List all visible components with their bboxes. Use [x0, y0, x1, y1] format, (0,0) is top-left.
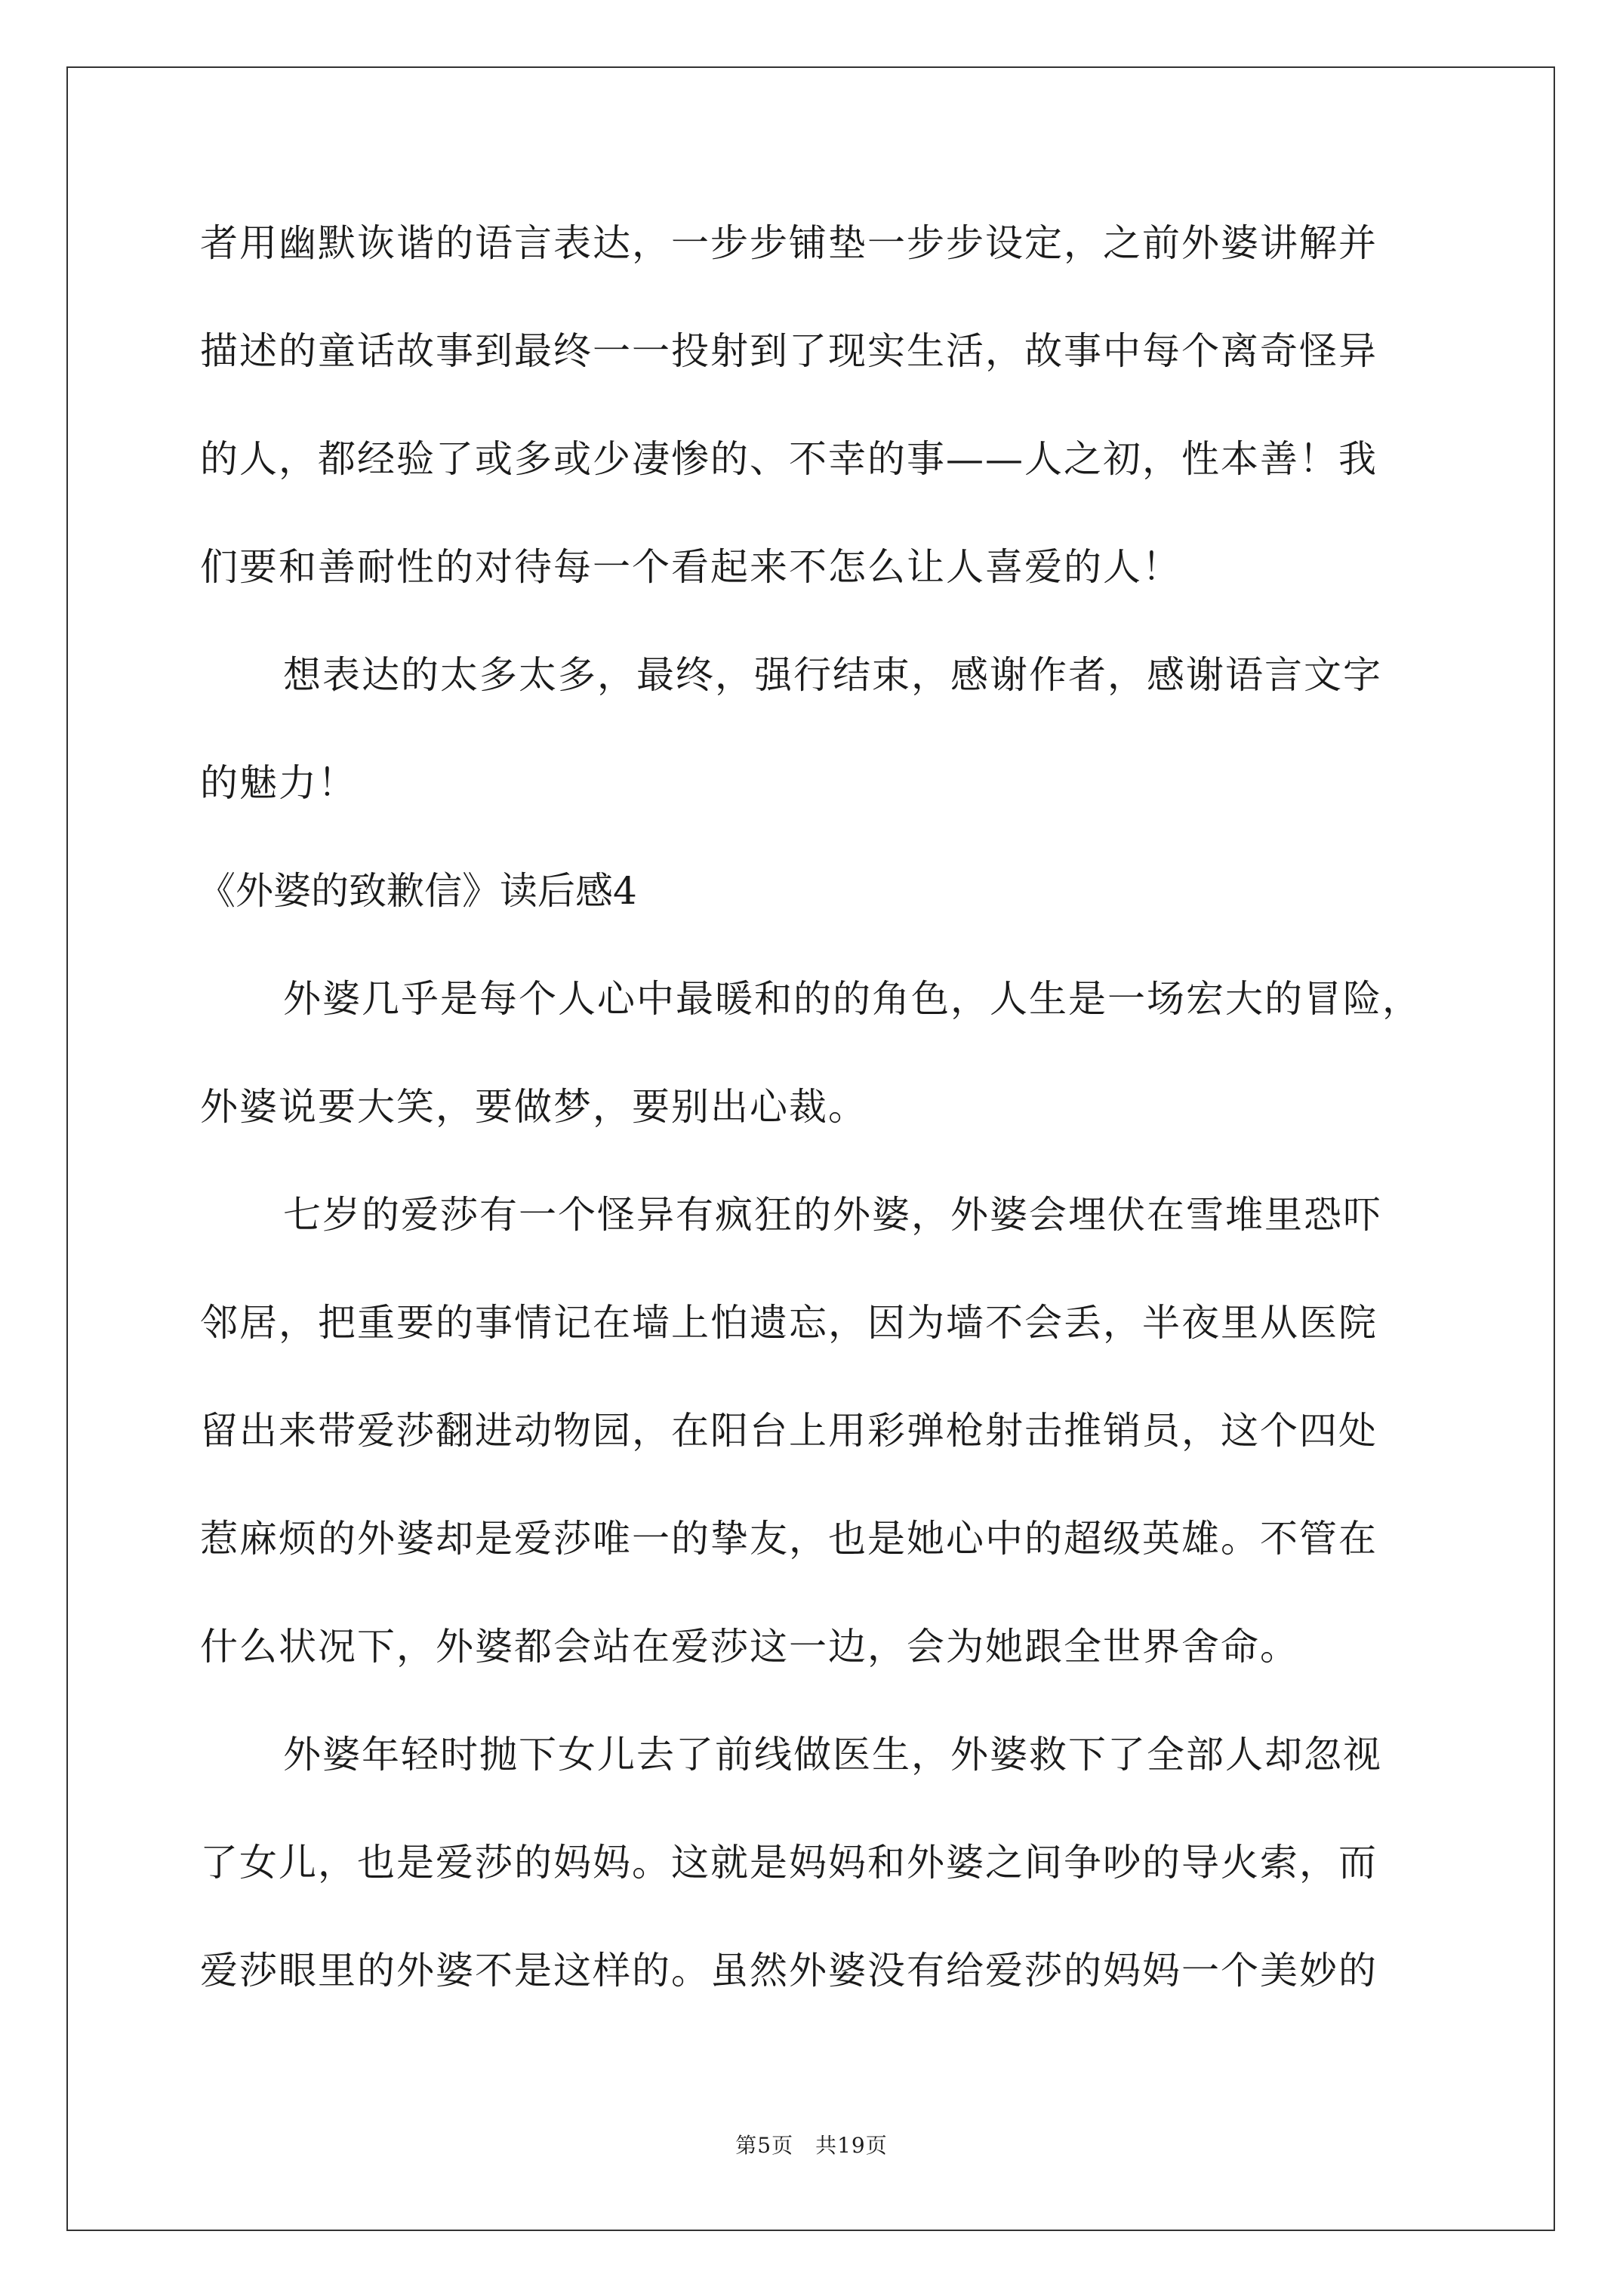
page-footer: 第5页 共19页: [735, 2133, 888, 2158]
document-body: [200, 213, 1431, 2048]
section-heading: 《外婆的致歉信》读后感4: [198, 869, 637, 913]
text-line: 想表达的太多太多，最终，强行结束，感谢作者，感谢语言文字: [283, 653, 1382, 697]
text-line: 了女儿，也是爱莎的妈妈。这就是妈妈和外婆之间争吵的导火索，而: [200, 1841, 1378, 1885]
text-line: 外婆说要大笑，要做梦，要别出心裁。: [200, 1085, 867, 1129]
text-line: 留出来带爱莎翻进动物园，在阳台上用彩弹枪射击推销员，这个四处: [200, 1409, 1378, 1453]
text-line: 什么状况下，外婆都会站在爱莎这一边，会为她跟全世界舍命。: [200, 1625, 1299, 1669]
text-line: 们要和善耐性的对待每一个看起来不怎么让人喜爱的人！: [200, 545, 1181, 589]
text-line: 惹麻烦的外婆却是爱莎唯一的挚友，也是她心中的超级英雄。不管在: [200, 1517, 1378, 1561]
text-line: 的人，都经验了或多或少凄惨的、不幸的事——人之初，性本善！我: [200, 437, 1378, 481]
text-line: 邻居，把重要的事情记在墙上怕遗忘，因为墙不会丢，半夜里从医院: [200, 1301, 1378, 1345]
text-line: 外婆年轻时抛下女儿去了前线做医生，外婆救下了全部人却忽视: [283, 1733, 1382, 1777]
text-line: 爱莎眼里的外婆不是这样的。虽然外婆没有给爱莎的妈妈一个美妙的: [200, 1949, 1378, 1992]
text-line: 描述的童话故事到最终一一投射到了现实生活，故事中每个离奇怪异: [200, 329, 1378, 373]
text-line: 的魅力！: [200, 761, 357, 805]
text-line: 外婆几乎是每个人心中最暖和的的角色，人生是一场宏大的冒险，: [283, 977, 1421, 1021]
text-line: 者用幽默诙谐的语言表达，一步步铺垫一步步设定，之前外婆讲解并: [200, 221, 1378, 265]
text-line: 七岁的爱莎有一个怪异有疯狂的外婆，外婆会埋伏在雪堆里恐吓: [283, 1193, 1382, 1237]
